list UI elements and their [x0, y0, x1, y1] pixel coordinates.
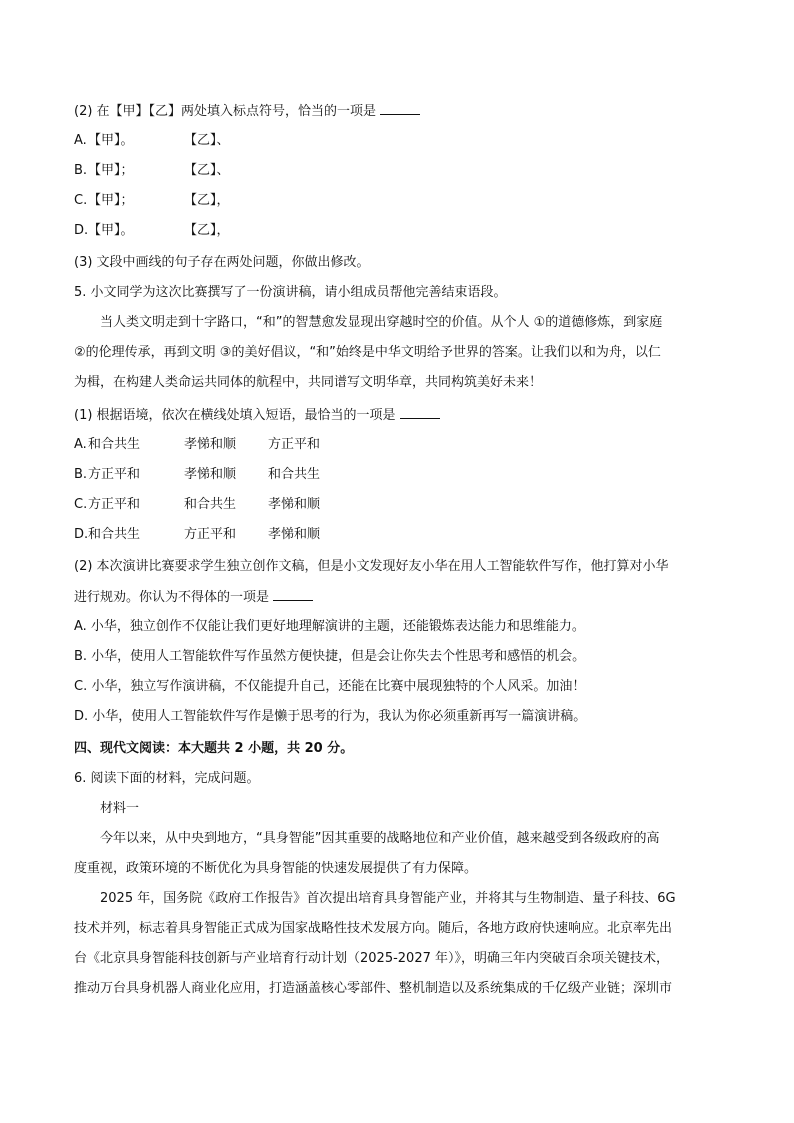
option-a	[74, 435, 724, 455]
option-phrase-3: 孝悌和顺	[268, 527, 321, 542]
material-line: 推动万台具身机器人商业化应用，打造涵盖核心零部件、整机制造以及系统集成的千亿级产业链；深圳市	[74, 981, 673, 996]
question-3-stem: (3) 文段中画线的句子存在两处问题，你做出修改。	[74, 255, 370, 270]
option-label: C.	[74, 193, 88, 208]
option-phrase-2: 孝悌和顺	[184, 437, 237, 452]
answer-blank	[400, 405, 440, 419]
option-label: C.	[74, 497, 88, 512]
material-line: 技术并列，标志着具身智能正式成为国家战略性技术发展方向。随后，各地方政府快速响应。北京率先出	[74, 921, 673, 936]
option-phrase-1: 和合共生	[88, 527, 141, 542]
question-text: 进行规劝。你认为不得体的一项是	[74, 590, 270, 605]
option-label: D.	[74, 527, 89, 542]
answer-blank	[380, 101, 420, 115]
option-jia: 【甲】。	[88, 223, 134, 238]
question-6-stem: 6. 阅读下面的材料，完成问题。	[74, 771, 260, 786]
option-yi: 【乙】，	[184, 223, 230, 238]
option-phrase-1: 和合共生	[88, 437, 141, 452]
option-a: A. 小华，独立创作不仅能让我们更好地理解演讲的主题，还能锻炼表达能力和思维能力。	[74, 619, 585, 634]
option-label: A.	[74, 133, 87, 148]
material-line: 今年以来，从中央到地方，“具身智能”因其重要的战略地位和产业价值，越来越受到各级政府的高	[100, 831, 660, 846]
question-2-stem	[74, 101, 724, 121]
section-heading: 四、现代文阅读：本大题共 2 小题，共 20 分。	[74, 741, 354, 756]
option-yi: 【乙】、	[184, 163, 230, 178]
option-yi: 【乙】、	[184, 133, 230, 148]
option-b: B. 小华，使用人工智能软件写作虽然方便快捷，但是会让你失去个性思考和感悟的机会。	[74, 649, 586, 664]
option-a	[74, 131, 724, 151]
option-c	[74, 191, 724, 211]
passage-line: ②的伦理传承，再到文明 ③的美好倡议，“和”始终是中华文明给予世界的答案。让我们以和为舟，以仁	[74, 345, 661, 360]
question-5-1-stem	[74, 405, 724, 425]
question-text: (1) 根据语境，依次在横线处填入短语，最恰当的一项是	[74, 408, 396, 423]
question-text: (2) 在【甲】【乙】两处填入标点符号，恰当的一项是	[74, 104, 377, 119]
question-5-stem: 5. 小文同学为这次比赛撰写了一份演讲稿，请小组成员帮他完善结束语段。	[74, 285, 507, 300]
option-b	[74, 465, 724, 485]
option-phrase-2: 孝悌和顺	[184, 467, 237, 482]
material-title: 材料一	[100, 801, 140, 816]
option-d	[74, 525, 724, 545]
option-phrase-3: 和合共生	[268, 467, 321, 482]
option-phrase-3: 孝悌和顺	[268, 497, 321, 512]
option-phrase-1: 方正平和	[88, 467, 141, 482]
option-jia: 【甲】；	[88, 193, 134, 208]
option-label: D.	[74, 223, 89, 238]
exam-page	[74, 101, 724, 999]
material-line: 2025 年，国务院《政府工作报告》首次提出培育具身智能产业，并将其与生物制造、量子科技、6G	[100, 891, 676, 906]
option-label: A.	[74, 437, 87, 452]
option-phrase-3: 方正平和	[268, 437, 321, 452]
option-phrase-1: 方正平和	[88, 497, 141, 512]
option-b	[74, 161, 724, 181]
question-5-2-stem: (2) 本次演讲比赛要求学生独立创作文稿，但是小文发现好友小华在用人工智能软件写作，他打算对小华	[74, 559, 669, 574]
option-d	[74, 221, 724, 241]
option-jia: 【甲】。	[88, 133, 134, 148]
option-c	[74, 495, 724, 515]
option-phrase-2: 和合共生	[184, 497, 237, 512]
option-label: B.	[74, 467, 88, 482]
passage-line: 为楫，在构建人类命运共同体的航程中，共同谱写文明华章，共同构筑美好未来！	[74, 375, 543, 390]
option-jia: 【甲】；	[88, 163, 134, 178]
option-phrase-2: 方正平和	[184, 527, 237, 542]
option-d: D. 小华，使用人工智能软件写作是懒于思考的行为，我认为你必须重新再写一篇演讲稿。	[74, 709, 587, 724]
option-c: C. 小华，独立写作演讲稿，不仅能提升自己，还能在比赛中展现独特的个人风采。加油！	[74, 679, 586, 694]
answer-blank	[273, 587, 313, 601]
question-5-2-stem-cont	[74, 587, 724, 607]
passage-line: 当人类文明走到十字路口，“和”的智慧愈发显现出穿越时空的价值。从个人 ①的道德修炼，到家庭	[100, 315, 663, 330]
option-label: B.	[74, 163, 88, 178]
material-line: 台《北京具身智能科技创新与产业培育行动计划（2025-2027 年）》，明确三年内突破百余项关键技术，	[74, 951, 669, 966]
option-yi: 【乙】，	[184, 193, 230, 208]
material-line: 度重视，政策环境的不断优化为具身智能的快速发展提供了有力保障。	[74, 861, 478, 876]
